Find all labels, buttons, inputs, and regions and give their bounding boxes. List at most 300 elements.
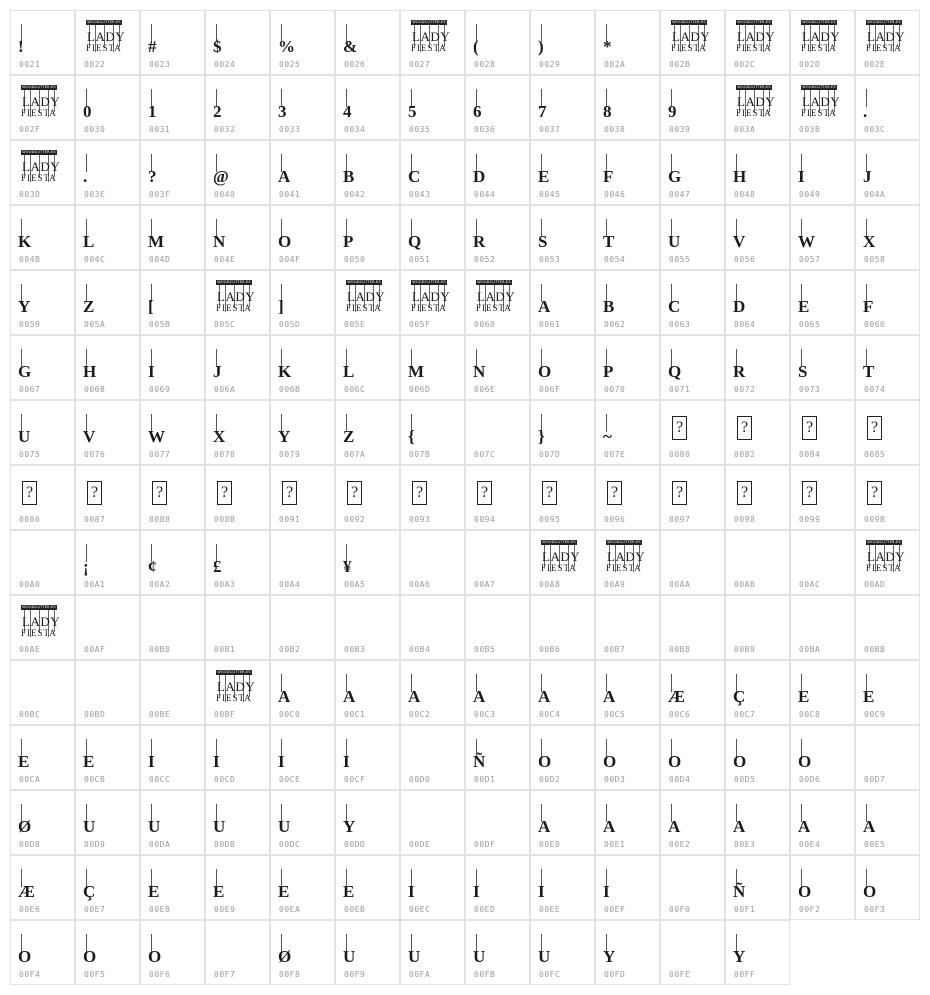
glyph-cell[interactable] xyxy=(400,855,465,920)
glyph-char: A xyxy=(408,687,421,706)
glyph-cell[interactable] xyxy=(75,855,140,920)
glyph-cell[interactable] xyxy=(725,530,790,595)
glyph-code-label: 007C xyxy=(474,450,496,459)
glyph-cell[interactable] xyxy=(855,140,920,205)
glyph-cell[interactable] xyxy=(335,660,400,725)
glyph-code-label: 0075 xyxy=(19,450,41,459)
logo-line2: FIESTA xyxy=(21,628,57,638)
glyph-cell[interactable] xyxy=(660,790,725,855)
glyph-cell[interactable] xyxy=(75,530,140,595)
glyph-cell[interactable] xyxy=(595,790,660,855)
glyph-code-label: 0098 xyxy=(734,515,756,524)
glyph-cell[interactable] xyxy=(75,270,140,335)
empty-glyph xyxy=(866,739,906,775)
glyph-cell[interactable] xyxy=(10,595,75,660)
glyph-char: X xyxy=(213,427,226,446)
glyph-cell[interactable] xyxy=(530,530,595,595)
glyph-cell[interactable] xyxy=(530,270,595,335)
glyph-char: I xyxy=(148,752,155,771)
glyph-char: X xyxy=(863,232,876,251)
glyph-cell[interactable] xyxy=(530,335,595,400)
glyph-cell[interactable] xyxy=(465,855,530,920)
glyph-cell[interactable] xyxy=(725,790,790,855)
glyph-code-label: 005C xyxy=(214,320,236,329)
glyph-code-label: 00B8 xyxy=(669,645,691,654)
glyph-cell[interactable] xyxy=(790,465,855,530)
lady-fiesta-logo-icon xyxy=(86,20,126,60)
glyph-cell[interactable] xyxy=(140,530,205,595)
glyph-cell[interactable] xyxy=(790,855,855,920)
glyph-char: A xyxy=(798,817,811,836)
glyph-cell[interactable] xyxy=(790,205,855,270)
glyph-cell[interactable] xyxy=(205,465,270,530)
glyph-code-label: 005A xyxy=(84,320,106,329)
glyph-cell[interactable] xyxy=(465,790,530,855)
glyph-cell[interactable] xyxy=(725,140,790,205)
glyph-cell[interactable] xyxy=(855,465,920,530)
empty-glyph xyxy=(281,544,321,580)
glyph-cell[interactable] xyxy=(660,140,725,205)
glyph-cell[interactable] xyxy=(530,205,595,270)
glyph-cell[interactable] xyxy=(270,465,335,530)
glyph-char: Y xyxy=(603,947,616,966)
glyph-cell[interactable] xyxy=(855,530,920,595)
glyph-code-label: 00EF xyxy=(604,905,626,914)
glyph-cell[interactable] xyxy=(790,10,855,75)
glyph-cell[interactable] xyxy=(400,205,465,270)
glyph-cell[interactable] xyxy=(660,725,725,790)
glyph-cell[interactable] xyxy=(75,335,140,400)
glyph-cell[interactable] xyxy=(790,530,855,595)
glyph-preview xyxy=(408,219,451,255)
glyph-code-label: 003F xyxy=(149,190,171,199)
glyph-cell[interactable] xyxy=(10,140,75,205)
glyph-preview xyxy=(18,284,61,320)
logo-glyph xyxy=(801,85,841,125)
glyph-cell[interactable] xyxy=(140,465,205,530)
glyph-cell[interactable] xyxy=(335,140,400,205)
glyph-cell[interactable] xyxy=(790,660,855,725)
glyph-cell[interactable] xyxy=(335,270,400,335)
glyph-code-label: 0039 xyxy=(669,125,691,134)
glyph-cell[interactable] xyxy=(855,335,920,400)
glyph-cell[interactable] xyxy=(660,270,725,335)
glyph-preview xyxy=(473,154,516,190)
glyph-preview xyxy=(538,89,581,125)
glyph-cell[interactable] xyxy=(660,530,725,595)
glyph-cell[interactable] xyxy=(725,205,790,270)
glyph-cell[interactable] xyxy=(400,335,465,400)
glyph-cell[interactable] xyxy=(270,270,335,335)
glyph-cell[interactable] xyxy=(75,400,140,465)
glyph-cell[interactable] xyxy=(140,205,205,270)
glyph-cell[interactable] xyxy=(140,75,205,140)
glyph-cell[interactable] xyxy=(400,270,465,335)
glyph-cell[interactable] xyxy=(335,920,400,985)
notdef-box-icon: ? xyxy=(412,481,427,505)
glyph-cell[interactable] xyxy=(140,335,205,400)
glyph-cell[interactable] xyxy=(595,725,660,790)
glyph-cell[interactable] xyxy=(335,595,400,660)
glyph-cell[interactable] xyxy=(725,595,790,660)
glyph-cell[interactable] xyxy=(75,205,140,270)
glyph-code-label: 00F8 xyxy=(279,970,301,979)
glyph-cell[interactable] xyxy=(725,725,790,790)
glyph-cell[interactable] xyxy=(595,10,660,75)
glyph-code-label: 0073 xyxy=(799,385,821,394)
glyph-cell[interactable] xyxy=(725,855,790,920)
glyph-cell[interactable] xyxy=(140,855,205,920)
glyph-cell[interactable] xyxy=(270,530,335,595)
logo-line2: FIESTA xyxy=(801,108,837,118)
glyph-char: ] xyxy=(278,297,284,316)
glyph-cell[interactable] xyxy=(660,595,725,660)
glyph-cell[interactable] xyxy=(855,595,920,660)
glyph-cell[interactable] xyxy=(790,335,855,400)
glyph-preview xyxy=(538,219,581,255)
glyph-preview xyxy=(538,154,581,190)
glyph-cell[interactable] xyxy=(465,465,530,530)
empty-glyph xyxy=(801,544,841,580)
logo-glyph xyxy=(21,605,61,645)
glyph-code-label: 0097 xyxy=(669,515,691,524)
glyph-cell[interactable] xyxy=(790,790,855,855)
glyph-char: M xyxy=(148,232,165,251)
glyph-cell[interactable] xyxy=(465,595,530,660)
glyph-cell[interactable] xyxy=(75,920,140,985)
glyph-cell[interactable] xyxy=(595,400,660,465)
glyph-cell[interactable] xyxy=(205,595,270,660)
glyph-cell[interactable] xyxy=(465,530,530,595)
glyph-cell[interactable] xyxy=(530,660,595,725)
glyph-cell[interactable] xyxy=(400,920,465,985)
glyph-cell[interactable] xyxy=(335,530,400,595)
glyph-cell[interactable] xyxy=(205,790,270,855)
glyph-cell[interactable] xyxy=(725,920,790,985)
glyph-code-label: 002D xyxy=(799,60,821,69)
glyph-cell[interactable] xyxy=(465,920,530,985)
glyph-code-label: 00AA xyxy=(669,580,691,589)
glyph-cell[interactable] xyxy=(205,335,270,400)
lady-fiesta-logo-icon xyxy=(411,280,451,320)
glyph-cell[interactable] xyxy=(660,335,725,400)
glyph-cell[interactable] xyxy=(725,270,790,335)
glyph-cell[interactable] xyxy=(855,10,920,75)
glyph-cell[interactable] xyxy=(270,725,335,790)
glyph-preview xyxy=(408,674,451,710)
glyph-cell[interactable] xyxy=(400,595,465,660)
glyph-cell[interactable] xyxy=(725,10,790,75)
glyph-cell[interactable] xyxy=(660,400,725,465)
glyph-cell[interactable] xyxy=(205,140,270,205)
glyph-code-label: 00BA xyxy=(799,645,821,654)
glyph-cell[interactable] xyxy=(465,400,530,465)
glyph-cell[interactable] xyxy=(595,205,660,270)
glyph-preview xyxy=(343,24,386,60)
glyph-cell[interactable] xyxy=(400,140,465,205)
glyph-code-label: 0052 xyxy=(474,255,496,264)
glyph-cell[interactable] xyxy=(530,465,595,530)
glyph-cell[interactable] xyxy=(465,725,530,790)
glyph-cell[interactable] xyxy=(855,75,920,140)
glyph-cell[interactable] xyxy=(855,725,920,790)
glyph-cell[interactable] xyxy=(10,335,75,400)
glyph-cell[interactable] xyxy=(855,400,920,465)
glyph-cell[interactable] xyxy=(465,660,530,725)
glyph-cell[interactable] xyxy=(205,725,270,790)
glyph-cell[interactable] xyxy=(270,400,335,465)
glyph-cell[interactable] xyxy=(855,855,920,920)
glyph-preview xyxy=(538,284,581,320)
glyph-cell[interactable] xyxy=(140,920,205,985)
glyph-cell[interactable] xyxy=(270,205,335,270)
glyph-cell[interactable] xyxy=(790,75,855,140)
glyph-code-label: 00F3 xyxy=(864,905,886,914)
glyph-cell[interactable] xyxy=(335,335,400,400)
glyph-cell[interactable] xyxy=(465,270,530,335)
glyph-code-label: 00C8 xyxy=(799,710,821,719)
glyph-cell[interactable] xyxy=(335,465,400,530)
glyph-char: M xyxy=(408,362,425,381)
glyph-cell[interactable] xyxy=(140,660,205,725)
glyph-preview xyxy=(863,219,906,255)
glyph-cell[interactable] xyxy=(725,400,790,465)
logo-bar: WOODCUTTER.ES xyxy=(22,605,56,609)
glyph-cell[interactable] xyxy=(140,400,205,465)
lady-fiesta-logo-icon xyxy=(866,540,906,580)
glyph-cell[interactable] xyxy=(205,530,270,595)
logo-line2: FIESTA xyxy=(606,563,642,573)
logo-line1: LADY xyxy=(542,549,581,564)
glyph-cell[interactable] xyxy=(335,10,400,75)
glyph-cell[interactable] xyxy=(270,75,335,140)
glyph-code-label: 0051 xyxy=(409,255,431,264)
glyph-cell[interactable] xyxy=(530,75,595,140)
glyph-char: S xyxy=(538,232,548,251)
glyph-cell[interactable] xyxy=(530,595,595,660)
glyph-cell[interactable] xyxy=(10,10,75,75)
glyph-cell[interactable] xyxy=(790,400,855,465)
glyph-cell[interactable] xyxy=(10,855,75,920)
glyph-cell[interactable] xyxy=(75,465,140,530)
glyph-cell[interactable] xyxy=(790,595,855,660)
glyph-cell[interactable] xyxy=(335,725,400,790)
glyph-cell[interactable] xyxy=(270,335,335,400)
glyph-cell[interactable] xyxy=(400,465,465,530)
notdef-box-icon: ? xyxy=(347,481,362,505)
glyph-cell[interactable] xyxy=(270,140,335,205)
glyph-cell[interactable] xyxy=(205,400,270,465)
glyph-cell[interactable] xyxy=(855,270,920,335)
glyph-cell[interactable] xyxy=(855,660,920,725)
glyph-cell[interactable] xyxy=(10,400,75,465)
glyph-code-label: 006A xyxy=(214,385,236,394)
glyph-cell[interactable] xyxy=(595,140,660,205)
glyph-cell[interactable] xyxy=(75,75,140,140)
glyph-cell[interactable] xyxy=(75,595,140,660)
glyph-preview xyxy=(83,804,126,840)
glyph-cell[interactable] xyxy=(530,855,595,920)
glyph-cell[interactable] xyxy=(205,660,270,725)
glyph-cell[interactable] xyxy=(400,790,465,855)
glyph-cell[interactable] xyxy=(140,725,205,790)
glyph-cell[interactable] xyxy=(790,140,855,205)
glyph-code-label: 004E xyxy=(214,255,236,264)
glyph-cell[interactable] xyxy=(530,725,595,790)
glyph-cell[interactable] xyxy=(205,270,270,335)
glyph-char: A xyxy=(668,817,681,836)
glyph-cell[interactable] xyxy=(660,855,725,920)
glyph-cell[interactable] xyxy=(595,530,660,595)
glyph-cell[interactable] xyxy=(400,10,465,75)
glyph-cell[interactable] xyxy=(335,855,400,920)
glyph-cell[interactable] xyxy=(270,855,335,920)
glyph-preview xyxy=(798,154,841,190)
glyph-cell[interactable] xyxy=(465,140,530,205)
glyph-code-label: 0077 xyxy=(149,450,171,459)
glyph-cell[interactable] xyxy=(10,465,75,530)
logo-line2: FIESTA xyxy=(21,173,57,183)
glyph-cell[interactable] xyxy=(595,855,660,920)
glyph-cell[interactable] xyxy=(465,10,530,75)
glyph-cell[interactable] xyxy=(595,75,660,140)
glyph-cell[interactable] xyxy=(140,10,205,75)
logo-line1: LADY xyxy=(87,29,126,44)
glyph-cell[interactable] xyxy=(10,725,75,790)
glyph-cell[interactable] xyxy=(595,920,660,985)
glyph-cell[interactable] xyxy=(595,465,660,530)
glyph-preview xyxy=(148,349,191,385)
logo-bar: WOODCUTTER.ES xyxy=(477,280,511,284)
glyph-cell[interactable] xyxy=(595,660,660,725)
glyph-cell[interactable] xyxy=(660,205,725,270)
glyph-cell[interactable] xyxy=(140,595,205,660)
glyph-cell[interactable] xyxy=(465,75,530,140)
glyph-cell[interactable] xyxy=(335,205,400,270)
glyph-cell[interactable] xyxy=(530,140,595,205)
glyph-cell[interactable] xyxy=(400,75,465,140)
glyph-code-label: 00A6 xyxy=(409,580,431,589)
glyph-cell[interactable] xyxy=(855,205,920,270)
glyph-cell[interactable] xyxy=(595,595,660,660)
glyph-cell[interactable] xyxy=(10,660,75,725)
glyph-cell[interactable] xyxy=(790,725,855,790)
lady-fiesta-logo-icon xyxy=(216,280,256,320)
glyph-cell[interactable] xyxy=(270,10,335,75)
glyph-cell[interactable] xyxy=(335,400,400,465)
notdef-box-icon: ? xyxy=(22,481,37,505)
glyph-cell[interactable] xyxy=(10,920,75,985)
glyph-cell[interactable] xyxy=(10,790,75,855)
glyph-char: W xyxy=(798,232,815,251)
glyph-char: Q xyxy=(408,232,422,251)
glyph-cell[interactable] xyxy=(10,75,75,140)
glyph-cell[interactable] xyxy=(660,920,725,985)
glyph-preview xyxy=(733,804,776,840)
glyph-cell[interactable] xyxy=(400,660,465,725)
glyph-code-label: 00E8 xyxy=(149,905,171,914)
glyph-cell[interactable] xyxy=(400,725,465,790)
glyph-cell[interactable] xyxy=(335,75,400,140)
glyph-code-label: 0087 xyxy=(84,515,106,524)
glyph-cell[interactable] xyxy=(530,400,595,465)
logo-line1: LADY xyxy=(737,94,776,109)
glyph-cell[interactable] xyxy=(10,205,75,270)
glyph-code-label: 0043 xyxy=(409,190,431,199)
glyph-cell[interactable] xyxy=(660,660,725,725)
glyph-cell[interactable] xyxy=(660,10,725,75)
glyph-preview xyxy=(603,674,646,710)
glyph-cell[interactable] xyxy=(140,790,205,855)
logo-glyph xyxy=(801,20,841,60)
glyph-char: Ø xyxy=(278,947,292,966)
glyph-cell[interactable] xyxy=(530,10,595,75)
glyph-cell[interactable] xyxy=(270,920,335,985)
glyph-cell[interactable] xyxy=(205,855,270,920)
glyph-cell[interactable] xyxy=(205,920,270,985)
glyph-cell[interactable] xyxy=(530,920,595,985)
glyph-cell[interactable] xyxy=(855,790,920,855)
glyph-cell[interactable] xyxy=(75,660,140,725)
glyph-cell[interactable] xyxy=(10,270,75,335)
glyph-cell[interactable] xyxy=(75,790,140,855)
empty-glyph xyxy=(476,544,516,580)
glyph-preview xyxy=(213,154,256,190)
glyph-cell[interactable] xyxy=(270,660,335,725)
glyph-cell[interactable] xyxy=(400,530,465,595)
glyph-cell[interactable] xyxy=(465,205,530,270)
glyph-code-label: 00D3 xyxy=(604,775,626,784)
glyph-char: A xyxy=(603,687,616,706)
notdef-box-icon: ? xyxy=(802,481,817,505)
glyph-cell[interactable] xyxy=(465,335,530,400)
glyph-cell[interactable] xyxy=(270,595,335,660)
glyph-char: G xyxy=(668,167,682,186)
empty-glyph xyxy=(411,804,451,840)
glyph-cell[interactable] xyxy=(205,205,270,270)
glyph-cell[interactable] xyxy=(205,10,270,75)
glyph-cell[interactable] xyxy=(530,790,595,855)
glyph-cell[interactable] xyxy=(595,270,660,335)
glyph-code-label: 004F xyxy=(279,255,301,264)
glyph-cell[interactable] xyxy=(725,660,790,725)
glyph-cell[interactable] xyxy=(595,335,660,400)
glyph-cell[interactable] xyxy=(75,10,140,75)
glyph-cell[interactable] xyxy=(10,530,75,595)
glyph-cell[interactable] xyxy=(75,140,140,205)
glyph-cell[interactable] xyxy=(725,75,790,140)
glyph-cell[interactable] xyxy=(75,725,140,790)
glyph-cell[interactable] xyxy=(140,270,205,335)
glyph-cell[interactable] xyxy=(335,790,400,855)
glyph-cell[interactable] xyxy=(660,75,725,140)
glyph-cell[interactable] xyxy=(790,270,855,335)
glyph-preview xyxy=(278,284,321,320)
glyph-cell[interactable] xyxy=(400,400,465,465)
glyph-cell[interactable] xyxy=(725,465,790,530)
empty-glyph xyxy=(866,609,906,645)
glyph-cell[interactable] xyxy=(660,465,725,530)
glyph-code-label: 00E2 xyxy=(669,840,691,849)
notdef-glyph xyxy=(21,479,61,515)
glyph-cell[interactable] xyxy=(270,790,335,855)
glyph-code-label: 00FF xyxy=(734,970,756,979)
glyph-preview xyxy=(733,739,776,775)
glyph-char: O xyxy=(278,232,292,251)
glyph-cell[interactable] xyxy=(140,140,205,205)
glyph-cell[interactable] xyxy=(205,75,270,140)
glyph-cell[interactable] xyxy=(725,335,790,400)
